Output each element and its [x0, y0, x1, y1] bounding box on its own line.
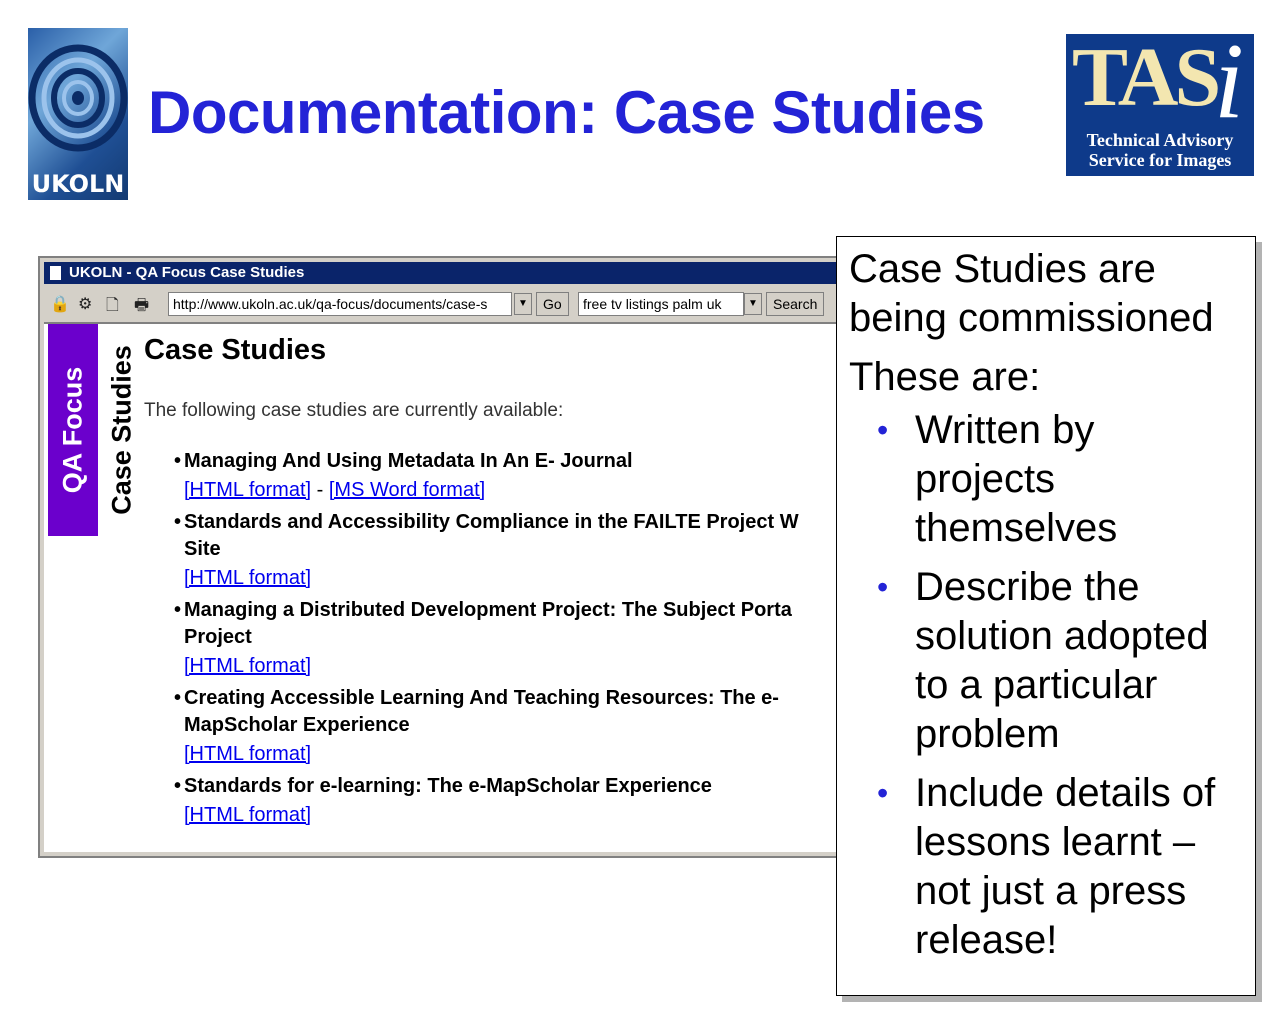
search-button[interactable]: Search: [766, 292, 824, 316]
browser-toolbar: [44, 288, 836, 318]
html-format-link[interactable]: [HTML format]: [184, 743, 312, 765]
html-format-link[interactable]: [HTML format]: [184, 479, 312, 501]
tasi-logo-letters: TAS: [1072, 34, 1218, 124]
search-dropdown-chevron-down-icon[interactable]: ▼: [744, 293, 762, 315]
textbox-line: being commissioned: [849, 296, 1214, 340]
html-format-link[interactable]: [HTML format]: [184, 655, 312, 677]
address-input[interactable]: http://www.ukoln.ac.uk/qa-focus/documents/case-s: [168, 292, 512, 316]
case-title: Managing a Distributed Development Project: The Subject Porta: [184, 599, 792, 621]
case-title: Standards and Accessibility Compliance in the FAILTE Project W: [184, 511, 799, 533]
case-title-cont: Project: [184, 626, 252, 648]
ms-word-format-link[interactable]: [MS Word format]: [328, 479, 486, 501]
case-studies-vertical-label: Case Studies: [106, 345, 137, 515]
browser-titlebar: [44, 262, 836, 284]
bullet-item: • Describe the solution adopted to a particular problem: [849, 563, 1255, 759]
case-title-cont: Site: [184, 538, 221, 560]
qa-focus-tab[interactable]: QA Focus: [48, 324, 98, 536]
case-title: Standards for e-learning: The e-MapScholar Experience: [184, 775, 712, 797]
case-title: Creating Accessible Learning And Teaching Resources: The e-: [184, 687, 779, 709]
slide-title: Documentation: Case Studies: [148, 79, 985, 146]
print-icon[interactable]: 🖶: [134, 297, 150, 314]
ukoln-eye-icon: [28, 42, 128, 162]
ukoln-logo-text: UKOLN: [31, 170, 125, 198]
page-heading: Case Studies: [144, 334, 327, 366]
new-page-icon[interactable]: 🗋: [106, 297, 119, 314]
search-input[interactable]: free tv listings palm uk: [578, 292, 744, 316]
page-content: [44, 322, 836, 852]
list-item: • Managing And Using Metadata In An E- Journal [HTML format] - [MS Word format]: [184, 448, 838, 505]
tasi-logo: [1066, 34, 1254, 176]
ukoln-logo: [28, 28, 128, 200]
security-icon[interactable]: 🔒: [50, 296, 70, 313]
document-icon: [50, 266, 61, 280]
bullet-text-box: [836, 236, 1256, 996]
window-title: UKOLN - QA Focus Case Studies: [69, 264, 305, 281]
html-format-link[interactable]: [HTML format]: [184, 804, 312, 826]
list-item: • Creating Accessible Learning And Teaching Resources: The e- MapScholar Experience [HTML format]: [184, 685, 838, 769]
html-format-link[interactable]: [HTML format]: [184, 567, 312, 589]
address-dropdown-chevron-down-icon[interactable]: ▼: [514, 293, 532, 315]
textbox-line: These are:: [849, 355, 1041, 399]
list-item: • Standards and Accessibility Compliance in the FAILTE Project W Site [HTML format]: [184, 509, 838, 593]
textbox-line: Case Studies are: [849, 247, 1156, 291]
intro-text: The following case studies are currently available:: [144, 400, 564, 421]
tasi-logo-subtitle: Technical Advisory Service for Images: [1086, 130, 1234, 170]
go-button[interactable]: Go: [536, 292, 569, 316]
settings-icon[interactable]: ⚙: [78, 296, 93, 313]
case-title: Managing And Using Metadata In An E- Journal: [184, 450, 633, 472]
case-title-cont: MapScholar Experience: [184, 714, 410, 736]
bullet-item: • Written by projects themselves: [849, 406, 1255, 553]
list-item: • Managing a Distributed Development Project: The Subject Porta Project [HTML format]: [184, 597, 838, 681]
list-item: • Standards for e-learning: The e-MapScholar Experience [HTML format]: [184, 773, 838, 830]
tasi-logo-i: i: [1214, 34, 1245, 141]
bullet-list: [849, 406, 1255, 965]
browser-window: [38, 256, 838, 858]
case-list: [174, 448, 838, 834]
bullet-item: • Include details of lessons learnt – not just a press release!: [849, 769, 1255, 965]
